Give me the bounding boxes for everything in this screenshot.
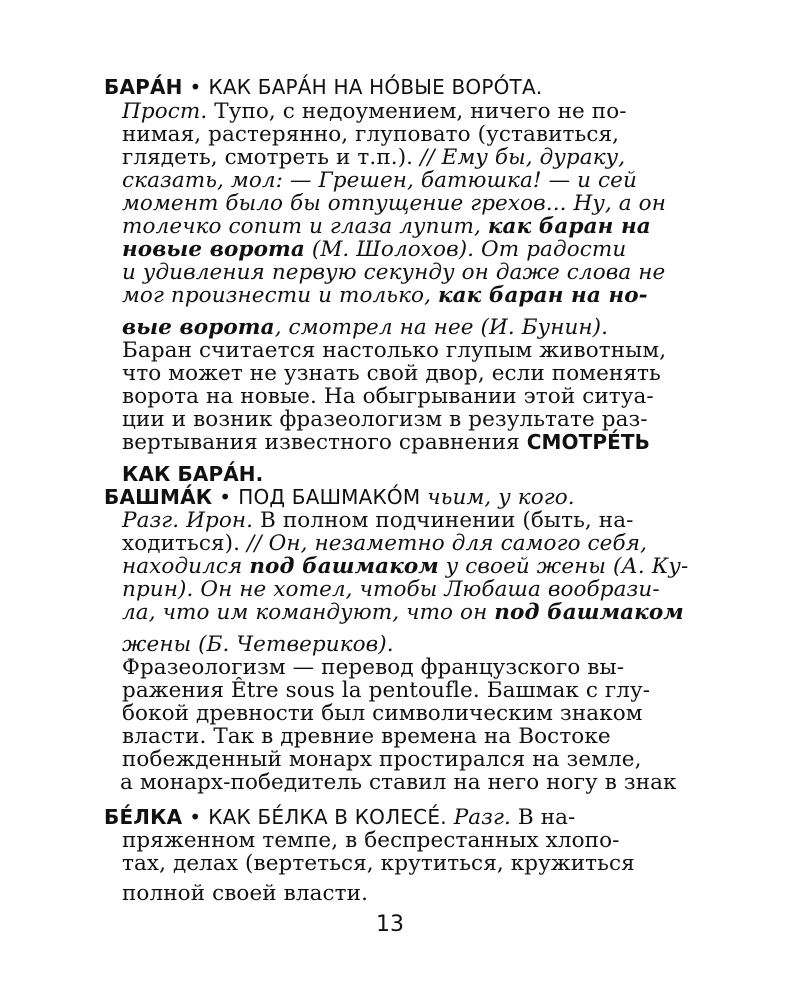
definition-line <box>122 532 647 555</box>
text: В на- <box>510 805 576 830</box>
quote-line <box>122 169 637 192</box>
idiom-in-quote: под башмаком <box>249 554 439 579</box>
bullet: • <box>219 485 232 509</box>
bullet: • <box>189 805 202 829</box>
style-label: Прост. <box>122 99 208 124</box>
quote: (М. Шолохов). От радости <box>304 237 627 262</box>
quote: и удивления первую секунду он даже слова не <box>122 260 666 285</box>
text: В полном подчинении (быть, на- <box>253 508 634 533</box>
idiom-in-quote: новые ворота <box>122 237 305 262</box>
note-line: ворота на новые. На обыгрывании этой ситуа- <box>122 384 654 409</box>
quote: // Он, незаметно для самого себя, <box>247 531 647 556</box>
definition-line <box>122 146 625 169</box>
quote-line <box>122 261 665 284</box>
quote: жены (Б. Четвериков). <box>122 632 394 657</box>
entry-heading <box>104 486 575 509</box>
quote: прин). Он не хотел, чтобы Любаша вообрази- <box>122 577 660 602</box>
page-number: 13 <box>376 912 404 937</box>
note-line: власти. Так в древние времена на Востоке <box>122 724 611 749</box>
note-line: ции и возник фразеологизм в результате раз- <box>122 407 648 432</box>
quote: мог произнести и только, <box>122 283 438 308</box>
style-label: Разг. Ирон. <box>122 508 254 533</box>
idiom-in-quote: под башмаком <box>494 600 684 625</box>
bullet: • <box>189 75 202 99</box>
entry-heading <box>104 76 542 99</box>
note-line: Фразеологизм — перевод французского вы- <box>122 655 625 680</box>
idiom-in-quote: как баран на <box>487 214 651 239</box>
text: Тупо, с недоумением, ничего не по- <box>207 99 627 124</box>
quote-line <box>122 238 626 261</box>
quote-line <box>122 192 666 215</box>
quote: момент было бы отпущение грехов... Ну, а он <box>122 191 666 216</box>
quote-line <box>122 578 660 601</box>
entry-heading <box>104 806 575 829</box>
quote: сказать, мол: — Грешен, батюшка! — и сей <box>122 168 637 193</box>
text: вертывания известного сравнения <box>122 430 527 455</box>
text: ходиться). <box>122 531 247 556</box>
quote-line <box>122 633 394 656</box>
note-line: полной своей власти. <box>122 881 369 906</box>
quote-line <box>122 215 651 238</box>
cross-reference: КАК БАРА́Н. <box>122 462 264 486</box>
cross-reference: СМОТРЕ́ТЬ <box>526 430 650 454</box>
headword: БАШМА́К <box>104 485 213 509</box>
grammar-note: чьим, у кого. <box>420 485 575 510</box>
definition-line: тах, делах (вертеться, крутиться, кружиться <box>122 851 635 876</box>
quote: находился <box>122 554 250 579</box>
quote-line <box>122 555 688 578</box>
idiom-title: КАК БЕ́ЛКА В КОЛЕСЕ́ <box>208 805 441 829</box>
quote: толечко сопит и глаза лупит, <box>122 214 488 239</box>
note-line: Баран считается настолько глупым животным, <box>122 338 667 363</box>
note-line: бокой древности был символическим знаком <box>122 701 643 726</box>
quote-line <box>122 601 684 624</box>
note-line: побежденный монарх простирался на земле, <box>122 747 642 772</box>
punct: . <box>440 805 447 829</box>
quote-line <box>122 284 648 307</box>
note-line: а монарх-победитель ставил на него ногу в знак <box>120 770 677 795</box>
note-line <box>122 431 650 454</box>
note-line: ражения Être sous la pentoufle. Башмак с глу- <box>122 678 651 703</box>
quote: // Ему бы, дураку, <box>420 145 626 170</box>
idiom-in-quote: вые ворота <box>122 315 275 340</box>
note-line <box>122 463 263 486</box>
headword: БЕ́ЛКА <box>104 805 183 829</box>
punct: . <box>535 75 543 99</box>
quote: , смотрел на нее (И. Бунин). <box>274 315 609 340</box>
definition-line: нимая, растерянно, глуповато (уставиться, <box>122 122 620 147</box>
style-label: Разг. <box>446 805 511 830</box>
quote-line <box>122 316 608 339</box>
note-line: что может не узнать свой двор, если поменять <box>122 361 661 386</box>
idiom-in-quote: как баран на но- <box>437 283 648 308</box>
headword: БАРА́Н <box>104 75 183 99</box>
definition-line <box>122 509 634 532</box>
quote: у своей жены (А. Ку- <box>438 554 689 579</box>
definition-line: пряженном темпе, в беспрестанных хлопо- <box>122 828 620 853</box>
definition-line <box>122 100 627 123</box>
text: глядеть, смотреть и т.п.). <box>122 145 421 170</box>
quote: ла, что им командуют, что он <box>122 600 495 625</box>
idiom-title: КАК БАРА́Н НА НО́ВЫЕ ВОРО́ТА <box>208 75 536 99</box>
idiom-title: ПОД БАШМАКО́М <box>238 485 421 509</box>
